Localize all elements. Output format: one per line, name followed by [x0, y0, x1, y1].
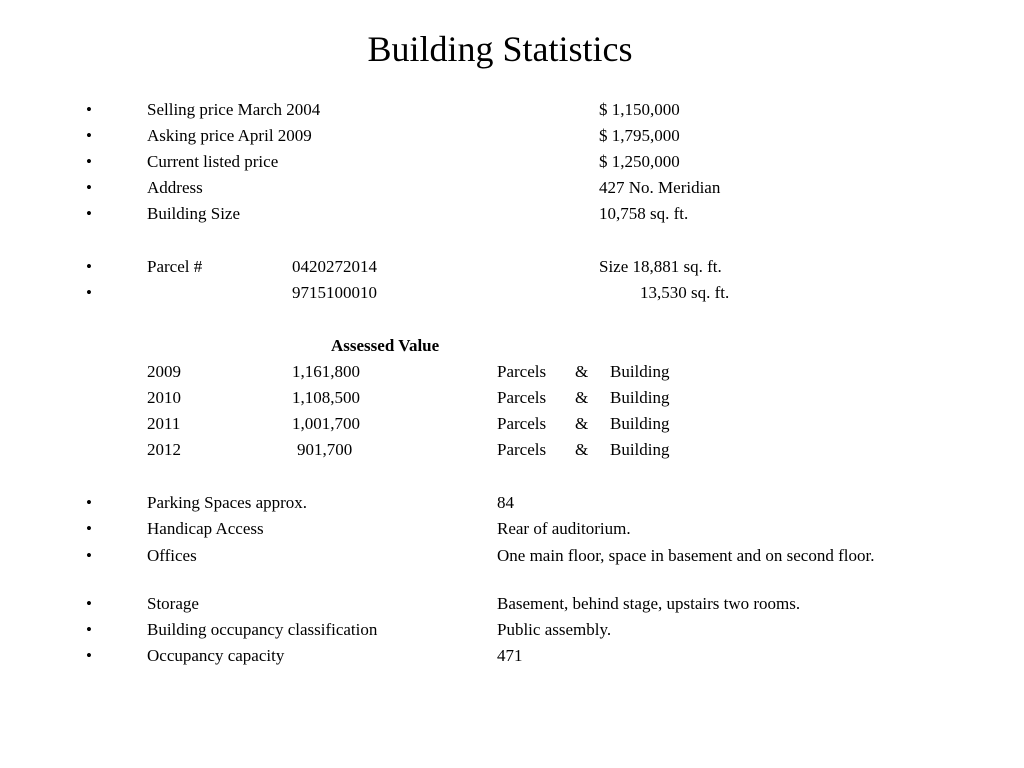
bullet: •	[86, 493, 92, 512]
bullet: •	[86, 152, 92, 171]
parcel-size: 13,530 sq. ft.	[640, 283, 730, 302]
facility-value: Rear of auditorium.	[497, 519, 631, 538]
assessed-amount: 901,700	[297, 440, 353, 459]
bullet: •	[86, 283, 92, 302]
assessed-building: Building	[610, 388, 670, 407]
assessed-amount: 1,108,500	[292, 388, 360, 407]
bullet: •	[86, 126, 92, 145]
bullet: •	[86, 204, 92, 223]
bullet: •	[86, 178, 92, 197]
assessed-building: Building	[610, 362, 670, 381]
facility-value: One main floor, space in basement and on second floor.	[497, 546, 875, 565]
facility-value: 471	[497, 646, 523, 665]
assessed-building: Building	[610, 440, 670, 459]
facility-value: Basement, behind stage, upstairs two rooms.	[497, 594, 801, 613]
assessed-amount: 1,161,800	[292, 362, 360, 381]
assessed-ampersand: &	[575, 440, 589, 459]
bullet: •	[86, 620, 92, 639]
sales-value: $ 1,795,000	[599, 126, 680, 145]
assessed-parcels: Parcels	[497, 362, 547, 381]
assessed-building: Building	[610, 414, 670, 433]
assessed-year: 2012	[147, 440, 181, 459]
parcel-number: 0420272014	[292, 257, 377, 276]
facility-label: Building occupancy classification	[147, 620, 378, 639]
assessed-parcels: Parcels	[497, 388, 547, 407]
assessed-amount: 1,001,700	[292, 414, 360, 433]
bullet: •	[86, 519, 92, 538]
assessed-year: 2011	[147, 414, 181, 433]
assessed-parcels: Parcels	[497, 414, 547, 433]
assessed-ampersand: &	[575, 414, 589, 433]
sales-label: Asking price April 2009	[147, 126, 312, 145]
assessed-year: 2009	[147, 362, 181, 381]
assessed-year: 2010	[147, 388, 181, 407]
bullet: •	[86, 257, 92, 276]
facility-label: Handicap Access	[147, 519, 264, 538]
facility-label: Parking Spaces approx.	[147, 493, 308, 512]
bullet: •	[86, 646, 92, 665]
slide-title: Building Statistics	[367, 29, 633, 69]
sales-value: 10,758 sq. ft.	[599, 204, 689, 223]
bullet: •	[86, 594, 92, 613]
assessed-parcels: Parcels	[497, 440, 547, 459]
bullet: •	[86, 546, 92, 565]
facility-label: Storage	[147, 594, 199, 613]
facility-label: Offices	[147, 546, 197, 565]
sales-label: Selling price March 2004	[147, 100, 321, 119]
assessed-ampersand: &	[575, 388, 589, 407]
parcel-number: 9715100010	[292, 283, 377, 302]
parcel-label: Parcel #	[147, 257, 203, 276]
sales-value: $ 1,250,000	[599, 152, 680, 171]
facility-value: 84	[497, 493, 514, 512]
facility-label: Occupancy capacity	[147, 646, 285, 665]
sales-label: Address	[147, 178, 203, 197]
assessed-value-heading: Assessed Value	[331, 336, 440, 355]
facility-value: Public assembly.	[497, 620, 612, 639]
bullet: •	[86, 100, 92, 119]
assessed-ampersand: &	[575, 362, 589, 381]
sales-value: $ 1,150,000	[599, 100, 680, 119]
parcel-size: Size 18,881 sq. ft.	[599, 257, 722, 276]
sales-value: 427 No. Meridian	[599, 178, 721, 197]
sales-label: Building Size	[147, 204, 241, 223]
sales-label: Current listed price	[147, 152, 279, 171]
